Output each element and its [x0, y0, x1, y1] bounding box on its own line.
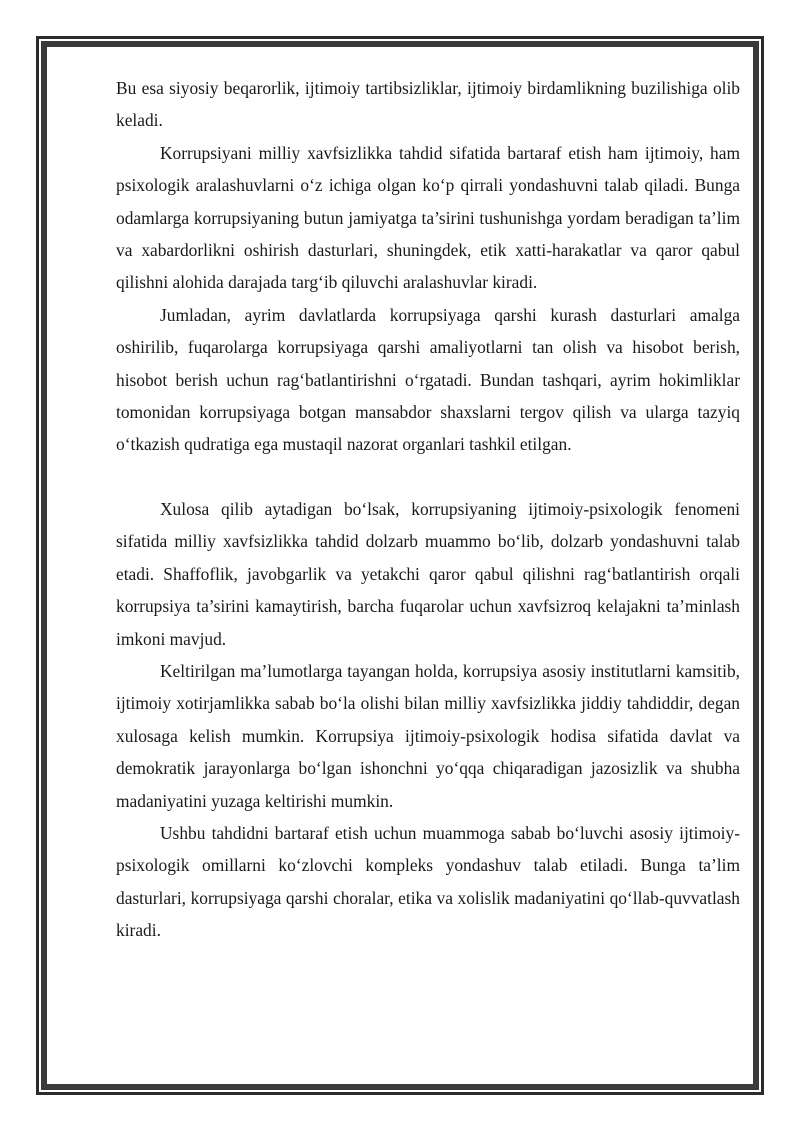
document-body [116, 72, 740, 947]
paragraph-approach: Korrupsiyani milliy xavfsizlikka tahdid sifatida bartaraf etish ham ijtimoiy, ham psixologik aralashuvlarni o‘z ichiga olgan ko‘p qirrali yondashuvni talab qiladi. Bunga odamlarga korrupsiyaning butun jamiyatga ta’sirini tushunishga yordam beradigan ta’lim va xabardorlikni oshirish dasturlari, shuningdek, etik xatti-harakatlar va qaror qabul qilishni alohida darajada targ‘ib qiluvchi aralashuvlar kiradi. [116, 142, 740, 293]
paragraph-solution: Ushbu tahdidni bartaraf etish uchun muammoga sabab bo‘luvchi asosiy ijtimoiy-psixologik omillarni ko‘zlovchi kompleks yondashuv talab etiladi. Bunga ta’lim dasturlari, korrupsiyaga qarshi choralar, etika va xolislik madaniyatini qo‘llab-quvvatlash kiradi. [116, 822, 740, 941]
paragraph-continuation: Bu esa siyosiy beqarorlik, ijtimoiy tartibsizliklar, ijtimoiy birdamlikning buzilishiga olib keladi. [116, 78, 740, 131]
paragraph-threat: Keltirilgan ma’lumotlarga tayangan holda, korrupsiya asosiy institutlarni kamsitib, ijtimoiy xotirjamlikka sabab bo‘la olishi bilan milliy xavfsizlikka jiddiy tahdiddir, degan xulosaga kelish mumkin. Korrupsiya ijtimoiy-psixologik hodisa sifatida davlat va demokratik jarayonlarga bo‘lgan ishonchni yo‘qqa chiqaradigan jazosizlik va shubha madaniyatini yuzaga keltirishi mumkin. [116, 660, 740, 811]
paragraph-conclusion: Xulosa qilib aytadigan bo‘lsak, korrupsiyaning ijtimoiy-psixologik fenomeni sifatida milliy xavfsizlikka tahdid dolzarb muammo bo‘lib, dolzarb yondashuvni talab etadi. Shaffoflik, javobgarlik va yetakchi qaror qabul qilishni rag‘batlantirish orqali korrupsiya ta’sirini kamaytirish, barcha fuqarolar uchun xavfsizroq kelajakni ta’minlash imkoni mavjud. [116, 498, 740, 649]
paragraph-programs: Jumladan, ayrim davlatlarda korrupsiyaga qarshi kurash dasturlari amalga oshirilib, fuqarolarga korrupsiyaga qarshi amaliyotlarni tan olish va hisobot berish, hisobot berish uchun rag‘batlantirishni o‘rgatadi. Bundan tashqari, ayrim hokimliklar tomonidan korrupsiyaga botgan mansabdor shaxslarni tergov qilish va ularga tazyiq o‘tkazish qudratiga ega mustaqil nazorat organlari tashkil etilgan. [116, 304, 740, 455]
